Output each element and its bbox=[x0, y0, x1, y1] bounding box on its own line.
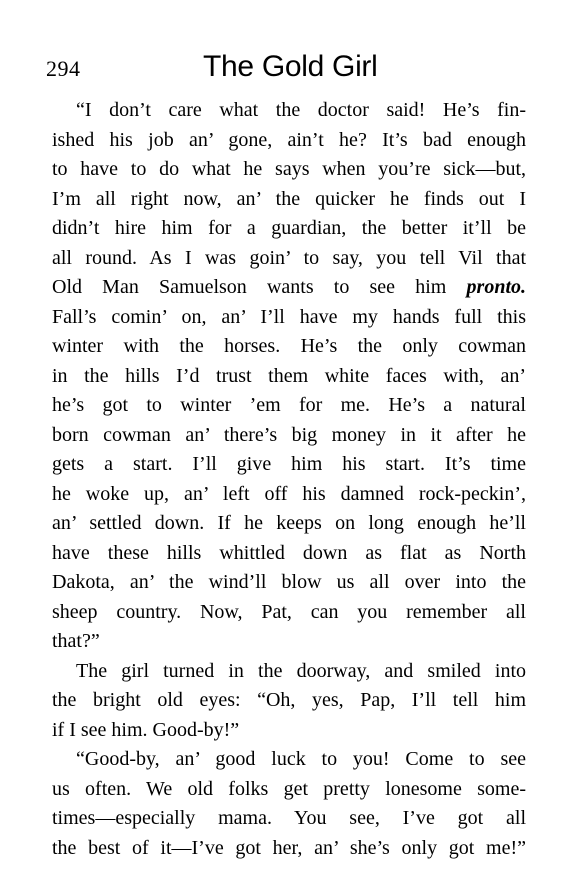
text-line: born cowman an’ there’s big money in it after he bbox=[52, 423, 526, 446]
text-line: the best of it—I’ve got her, an’ she’s only got me!” bbox=[52, 836, 526, 859]
italic-word: pronto. bbox=[466, 276, 526, 298]
text-line: the bright old eyes: “Oh, yes, Pap, I’ll tell him bbox=[52, 689, 526, 711]
text-line: Dakota, an’ the wind’ll blow us all over into the bbox=[52, 571, 526, 593]
text-line: “I don’t care what the doctor said! He’s fin- bbox=[76, 99, 526, 121]
text-line: he woke up, an’ left off his damned rock-peckin’, bbox=[52, 482, 526, 505]
text-line: in the hills I’d trust them white faces with, an’ bbox=[52, 364, 526, 387]
text-line: ished his job an’ gone, ain’t he? It’s bad enough bbox=[52, 128, 526, 151]
text-line: didn’t hire him for a guardian, the better it’ll be bbox=[52, 217, 526, 239]
text-line-with-italic bbox=[52, 273, 526, 303]
text-line: times—especially mama. You see, I’ve got all bbox=[52, 807, 526, 829]
text-line: an’ settled down. If he keeps on long enough he’ll bbox=[52, 512, 526, 534]
text-line: winter with the horses. He’s the only cowman bbox=[52, 335, 526, 357]
text-line-start: Old Man Samuelson wants to see him bbox=[52, 276, 467, 298]
page-number: 294 bbox=[46, 56, 81, 81]
text-line: if I see him. Good-by!” bbox=[52, 718, 240, 741]
text-line: that?” bbox=[52, 630, 100, 652]
running-title: The Gold Girl bbox=[203, 50, 378, 83]
text-line: The girl turned in the doorway, and smiled into bbox=[76, 659, 526, 682]
text-line: have these hills whittled down as flat as North bbox=[52, 541, 526, 564]
text-line: he’s got to winter ’em for me. He’s a natural bbox=[52, 394, 526, 416]
text-line: all round. As I was goin’ to say, you tell Vil that bbox=[52, 246, 526, 269]
text-line: sheep country. Now, Pat, can you remember all bbox=[52, 600, 526, 623]
text-line: I’m all right now, an’ the quicker he finds out I bbox=[52, 187, 526, 210]
text-line: gets a start. I’ll give him his start. It’s time bbox=[52, 453, 526, 475]
page-header bbox=[0, 50, 575, 90]
text-line: Fall’s comin’ on, an’ I’ll have my hands full this bbox=[52, 305, 526, 328]
body-text bbox=[52, 96, 526, 863]
text-line: “Good-by, an’ good luck to you! Come to see bbox=[76, 748, 526, 770]
text-line: us often. We old folks get pretty lonesome some- bbox=[52, 777, 526, 800]
text-line: to have to do what he says when you’re sick—but, bbox=[52, 158, 526, 180]
